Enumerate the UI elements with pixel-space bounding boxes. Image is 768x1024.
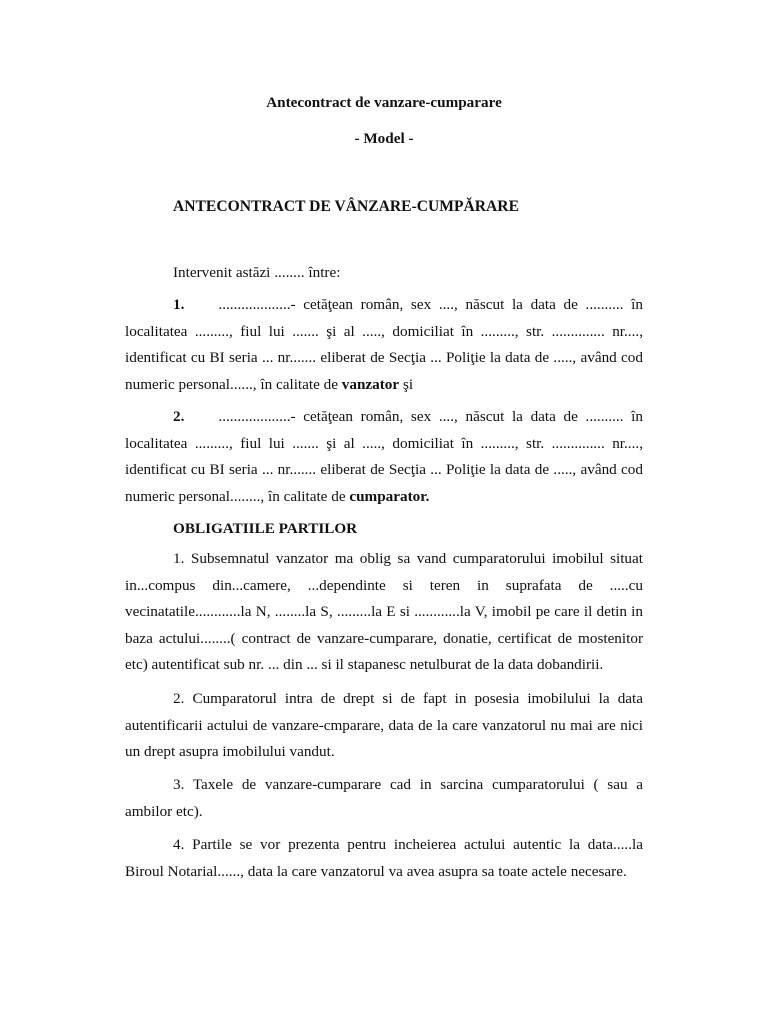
intro-line: Intervenit astăzi ........ între:: [173, 264, 341, 281]
obligation-1-text: 1. Subsemnatul vanzator ma oblig sa vand cumparatorului imobilul situat in...compus din...camere, ...dependinte si teren in suprafata de .....cu vecinatatile............la N, ........la S, .........la E si ............la V, imobil pe care il detin in baza actului........( contract de vanzare-cumparare, donatie, certificat de mostenitor etc) autentificat sub nr. ... din ... si il stapanesc netulburat de la data dobandirii.: [125, 550, 643, 674]
party-1-text: ...................- cetăţean român, sex ...., născut la data de .......... în localitatea ........., fiul lui ....... şi al ....., domiciliat în ........., str. .............. nr...., identificat cu BI seria ... nr....... eliberat de Secţia ... Poliţie la data de ....., având cod numeric personal......, în calitate de: [125, 296, 643, 393]
party-1-suffix: şi: [399, 375, 414, 393]
party-1-paragraph: [125, 292, 643, 398]
document-title: Antecontract de vanzare-cumparare: [266, 94, 502, 111]
party-2-text: ...................- cetăţean român, sex ...., născut la data de .......... în localitatea ........., fiul lui ....... şi al ....., domiciliat în ........., str. .............. nr...., identificat cu BI seria ... nr....... eliberat de Secţia ... Poliţie la data de ....., având cod numeric personal........, în calitate de: [125, 408, 643, 505]
section-title: OBLIGATIILE PARTILOR: [173, 520, 358, 537]
party-1-role: vanzator: [341, 375, 400, 393]
obligation-4-text: 4. Partile se vor prezenta pentru incheierea actului autentic la data.....la Biroul Notarial......, data la care vanzatorul va avea asupra sa toate actele necesare.: [125, 836, 643, 880]
obligation-paragraph: [125, 686, 643, 766]
obligation-3-text: 3. Taxele de vanzare-cumparare cad in sarcina cumparatorului ( sau a ambilor etc).: [125, 776, 643, 820]
party-1-number: 1.: [173, 296, 185, 313]
obligation-paragraph: [125, 546, 643, 679]
contract-heading: ANTECONTRACT DE VÂNZARE-CUMPĂRARE: [173, 198, 519, 215]
party-2-number: 2.: [173, 408, 185, 425]
obligation-2-text: 2. Cumparatorul intra de drept si de fapt in posesia imobilului la data autentificarii actului de vanzare-cmparare, data de la care vanzatorul nu mai are nici un drept asupra imobilului vandut.: [125, 690, 643, 761]
party-2-paragraph: [125, 404, 643, 510]
document-subtitle: - Model -: [354, 130, 414, 147]
party-2-role: cumparator.: [349, 487, 430, 505]
obligation-paragraph: [125, 772, 643, 825]
obligation-paragraph: [125, 832, 643, 885]
